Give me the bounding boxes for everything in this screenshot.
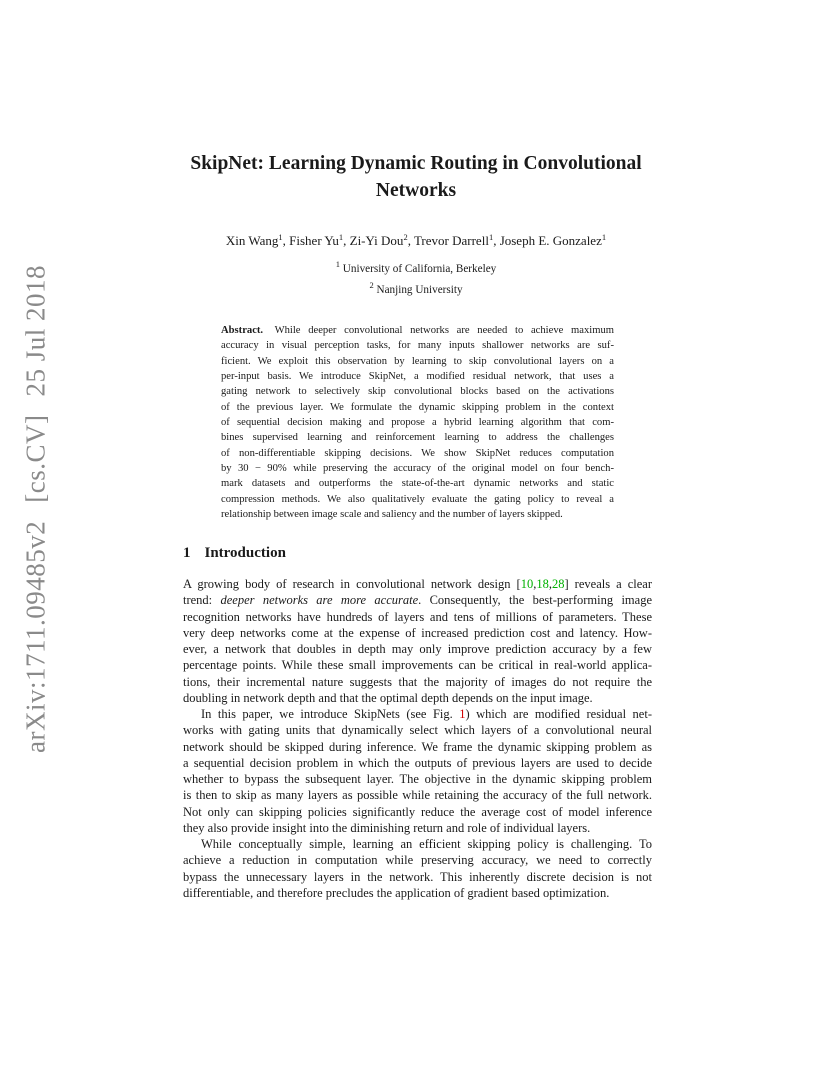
author-affiliation-mark: 1 — [488, 232, 494, 242]
author-name: Joseph E. Gonzalez — [499, 233, 602, 248]
arxiv-stamp — [21, 247, 52, 753]
author-name: Zi-Yi Dou — [349, 233, 404, 248]
text-run: . Consequently, the best-performing image — [418, 593, 652, 608]
affiliation-name: University of California, Berkeley — [342, 263, 497, 275]
citation-link[interactable]: 10 — [520, 577, 534, 591]
text-run: ) which are modified residual net- — [465, 707, 652, 721]
citation-link[interactable]: 18 — [536, 577, 549, 591]
abstract-line: ficient. We exploit this observation by learning to skip convolutional layers on a — [221, 355, 614, 367]
body-line: they also provide insight into the diminishing return and role of individual layers. — [183, 820, 591, 835]
body-line: very deep networks come at the expense of increased prediction cost and latency. How- — [183, 625, 652, 640]
text-run: In this paper, we introduce SkipNets (see Fig. — [201, 707, 460, 721]
body-line: network should be skipped during inference. We frame the dynamic skipping problem as — [183, 739, 652, 754]
body-line: differentiable, and therefore precludes the application of gradient based optimization. — [183, 885, 610, 900]
body-line: whether to bypass the subsequent layer. The objective in the dynamic skipping problem — [183, 772, 652, 786]
citation-link[interactable]: 28 — [551, 577, 565, 591]
body-line: bypass the unnecessary layers in the network. This inherently discrete decision is not — [183, 869, 652, 884]
body-line: ever, a network that doubles in depth may only improve prediction accuracy by a few — [183, 642, 652, 656]
abstract-line: bines supervised learning and reinforcement learning to address the challenges — [221, 432, 614, 444]
text-run: A growing body of research in convolutional network design [ — [183, 577, 521, 591]
abstract-line — [221, 323, 614, 338]
text-run: trend: — [183, 593, 221, 608]
abstract-line: per-input basis. We introduce SkipNet, a modified residual network, that uses a — [221, 371, 614, 383]
section-heading — [183, 543, 286, 563]
text-run: , — [533, 577, 537, 591]
arxiv-date: 25 Jul 2018 — [20, 265, 51, 397]
abstract-line: of sequential decision making and propose a hybrid learning algorithm that com- — [221, 417, 614, 429]
abstract-line: by 30 − 90% while preserving the accuracy of the original model on four bench- — [221, 463, 614, 475]
text-run: , — [548, 577, 552, 591]
paper-title — [150, 150, 682, 204]
abstract-line: accuracy in visual perception tasks, for many inputs shallower networks are suf- — [221, 340, 614, 352]
title-line-2: Networks — [375, 180, 457, 201]
arxiv-id: arXiv:1711.09485v2 — [20, 520, 51, 753]
body-line: tions, their incremental nature suggests that the majority of images do not require the — [183, 674, 652, 689]
arxiv-category: [cs.CV] — [20, 414, 51, 503]
author-name: Trevor Darrell — [413, 233, 489, 248]
abstract-text: While deeper convolutional networks are needed to achieve maximum — [274, 325, 614, 336]
abstract-line: of non-differentiable skipping decisions. We show SkipNet reduces computation — [221, 447, 614, 459]
affiliations — [150, 257, 682, 298]
body-line: doubling in network depth and that the optimal depth depends on the input image. — [183, 690, 593, 705]
author-affiliation-mark: 1 — [338, 232, 344, 242]
body-line: While conceptually simple, learning an efficient skipping policy is challenging. To — [201, 837, 652, 851]
abstract-line: relationship between image scale and saliency and the number of layers skipped. — [221, 509, 563, 521]
body-line — [183, 706, 652, 722]
affiliation-item — [150, 257, 682, 278]
author-affiliation-mark: 1 — [601, 232, 607, 242]
title-line-1: SkipNet: Learning Dynamic Routing in Convolutional — [190, 153, 642, 174]
section-number: 1 — [183, 545, 191, 561]
abstract — [221, 323, 614, 522]
author-affiliation-mark: 1 — [278, 232, 283, 242]
abstract-label: Abstract. — [221, 325, 264, 336]
author-affiliation-mark: 2 — [403, 232, 408, 242]
text-run: ] reveals a clear — [564, 577, 653, 591]
section-title: Introduction — [204, 545, 286, 561]
affiliation-mark: 2 — [369, 279, 374, 290]
abstract-line: mark datasets and outperforms the state-of-the-art dynamic networks and static — [221, 478, 614, 490]
body-text — [183, 576, 652, 901]
body-line: a sequential decision problem in which the outputs of previous layers are used to decide — [183, 755, 652, 770]
body-line — [183, 592, 652, 608]
affiliation-mark: 1 — [335, 259, 340, 269]
body-line: Not only can skipping policies significantly reduce the average cost of model inference — [183, 804, 652, 819]
author-name: Xin Wang — [225, 233, 279, 248]
abstract-line: gating network to selectively skip convolutional blocks based on the activations — [221, 386, 614, 398]
abstract-line: compression methods. We also qualitatively evaluate the gating policy to reveal a — [221, 493, 614, 505]
abstract-line: of the previous layer. We formulate the dynamic skipping problem in the context — [221, 401, 614, 413]
author-list: Xin Wang$^1$, Fisher Yu$^1$, Zi-Yi Dou$^2$, Trevor Darrell$^1$, Joseph E. Gonzalez$^1$ — [225, 232, 607, 248]
body-line: works with gating units that dynamically select which layers of a convolutional neural — [183, 723, 652, 738]
body-line: recognition networks have hundreds of layers and tens of millions of parameters. These — [183, 609, 652, 624]
affiliation-item — [150, 278, 682, 299]
figure-ref-link[interactable]: 1 — [459, 707, 466, 721]
body-line — [183, 576, 652, 592]
author-name: Fisher Yu — [289, 233, 339, 248]
body-line: percentage points. While these small improvements can be critical in real-world applica- — [183, 658, 652, 673]
emphasis-text: deeper networks are more accurate — [220, 593, 419, 608]
affiliation-name: Nanjing University — [376, 283, 463, 296]
body-line: achieve a reduction in computation while preserving accuracy, we need to correctly — [183, 853, 652, 868]
body-line: is then to skip as many layers as possible while retaining the accuracy of the full network. — [183, 788, 652, 803]
